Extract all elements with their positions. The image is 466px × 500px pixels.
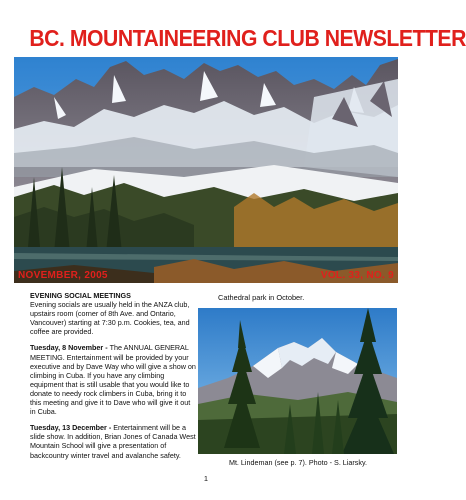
page-number: 1 — [203, 474, 209, 483]
events-heading: EVENING SOCIAL MEETINGS — [30, 291, 131, 300]
newsletter-masthead: BC. MOUNTAINEERING CLUB NEWSLETTER — [29, 25, 466, 51]
events-intro: Evening socials are usually held in the ANZA club, upstairs room (corner of 8th Ave. and Ontario, Vancouver) starting at 7:30 p.m. Cookies, tea, and coffee are provided. — [30, 300, 190, 337]
event-description: The ANNUAL GENERAL MEETING. Entertainment will be provided by your executive and by Dave Way who will give a show on climbing in Cuba. If you have any climbing equipment that is still usable that you would like to donate to needy rock climbers in Cuba, bring it to this meeting and give it to Dave who will give it out in Cuba. — [30, 343, 196, 417]
event-description: Entertainment will be a slide show. In addition, Brian Jones of Canada West Mountain School will give a presentation of backcountry winter travel and avalanche safety. — [30, 423, 196, 460]
event-item — [30, 423, 197, 459]
cover-issue-date: NOVEMBER, 2005 — [18, 270, 108, 281]
event-item — [30, 343, 197, 416]
photo-caption-bottom: Mt. Lindeman (see p. 7). Photo - S. Liarsky. — [228, 458, 368, 467]
event-date: Tuesday, 13 December - — [30, 423, 114, 433]
mountain-photo — [198, 308, 397, 454]
event-date: Tuesday, 8 November - — [30, 343, 110, 353]
cover-volume-number: VOL. 33, NO. 9 — [320, 270, 394, 281]
events-column — [30, 291, 197, 467]
cover-photo — [14, 57, 398, 283]
photo-caption-top: Cathedral park in October. — [218, 293, 305, 302]
